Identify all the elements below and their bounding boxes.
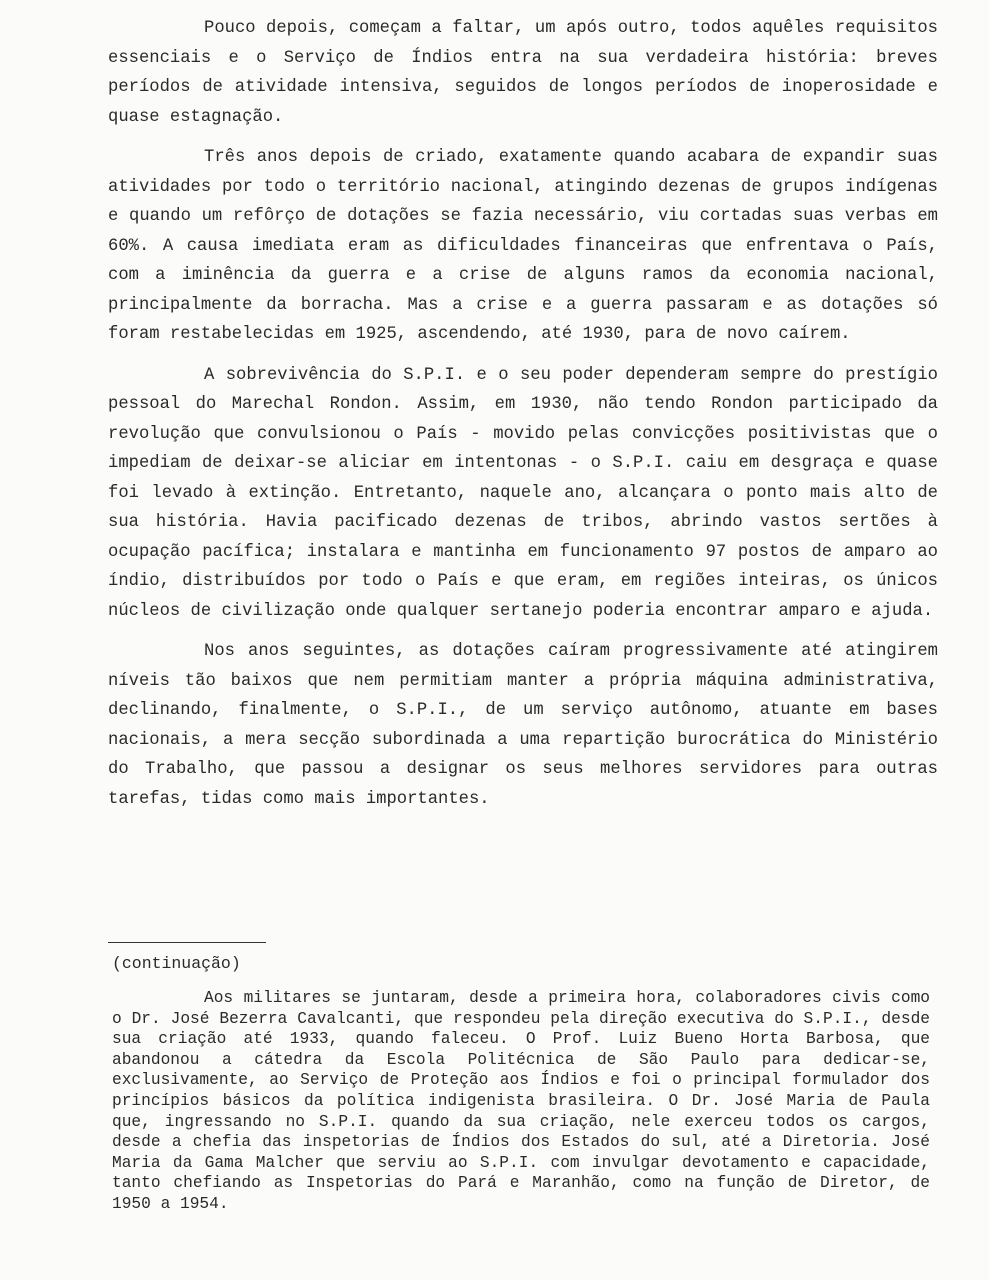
footnote-divider	[108, 942, 266, 943]
footnote-text: Aos militares se juntaram, desde a primeira hora, colaboradores civis como o Dr. José Bezerra Cavalcanti, que respondeu pela direção executiva do S.P.I., desde sua criação até 1933, quando faleceu. O Prof. Luiz Bueno Horta Barbosa, que abandonou a cátedra da Escola Politécnica de São Paulo para dedicar-se, exclusivamente, ao Serviço de Proteção aos Índios e foi o principal formulador dos princípios básicos da política indigenista brasileira. O Dr. José Maria de Paula que, ingressando no S.P.I. quando da sua criação, nele exerceu todos os cargos, desde a chefia das inspetorias de Índios dos Estados do sul, até a Diretoria. José Maria da Gama Malcher que serviu ao S.P.I. com invulgar devotamento e capacidade, tanto chefiando as Inspetorias do Pará e Maranhão, como na função de Diretor, de 1950 a 1954.	[112, 989, 930, 1213]
paragraph-3: A sobrevivência do S.P.I. e o seu poder dependeram sempre do prestígio pessoal do Marechal Rondon. Assim, em 1930, não tendo Rondon participado da revolução que convulsionou o País - movido pelas convicções positivistas que o impediam de deixar-se aliciar em intentonas - o S.P.I. caiu em desgraça e quase foi levado à extinção. Entretanto, naquele ano, alcançara o ponto mais alto de sua história. Havia pacificado dezenas de tribos, abrindo vastos sertões à ocupação pacífica; instalara e mantinha em funcionamento 97 postos de amparo ao índio, distribuídos por todo o País e que eram, em regiões inteiras, os únicos núcleos de civilização onde qualquer sertanejo poderia encontrar amparo e ajuda.	[108, 365, 938, 621]
footnote-heading: (continuação)	[112, 954, 241, 973]
paragraph-1: Pouco depois, começam a faltar, um após outro, todos aquêles requisitos essenciais e o Serviço de Índios entra na sua verdadeira história: breves períodos de atividade intensiva, seguidos de longos períodos de inoperosidade e quase estagnação.	[108, 19, 938, 127]
main-text	[108, 14, 938, 825]
paragraph-4: Nos anos seguintes, as dotações caíram progressivamente até atingirem níveis tão baixos que nem permitiam manter a própria máquina administrativa, declinando, finalmente, o S.P.I., de um serviço autônomo, atuante em bases nacionais, a mera secção subordinada a uma repartição burocrática do Ministério do Trabalho, que passou a designar os seus melhores servidores para outras tarefas, tidas como mais importantes.	[108, 642, 938, 809]
paragraph-2: Três anos depois de criado, exatamente quando acabara de expandir suas atividades por todo o território nacional, atingindo dezenas de grupos indígenas e quando um refôrço de dotações se fazia necessário, viu cortadas suas verbas em 60%. A causa imediata eram as dificuldades financeiras que enfrentava o País, com a iminência da guerra e a crise de alguns ramos da economia nacional, principalmente da borracha. Mas a crise e a guerra passaram e as dotações só foram restabelecidas em 1925, ascendendo, até 1930, para de novo caírem.	[108, 148, 938, 344]
